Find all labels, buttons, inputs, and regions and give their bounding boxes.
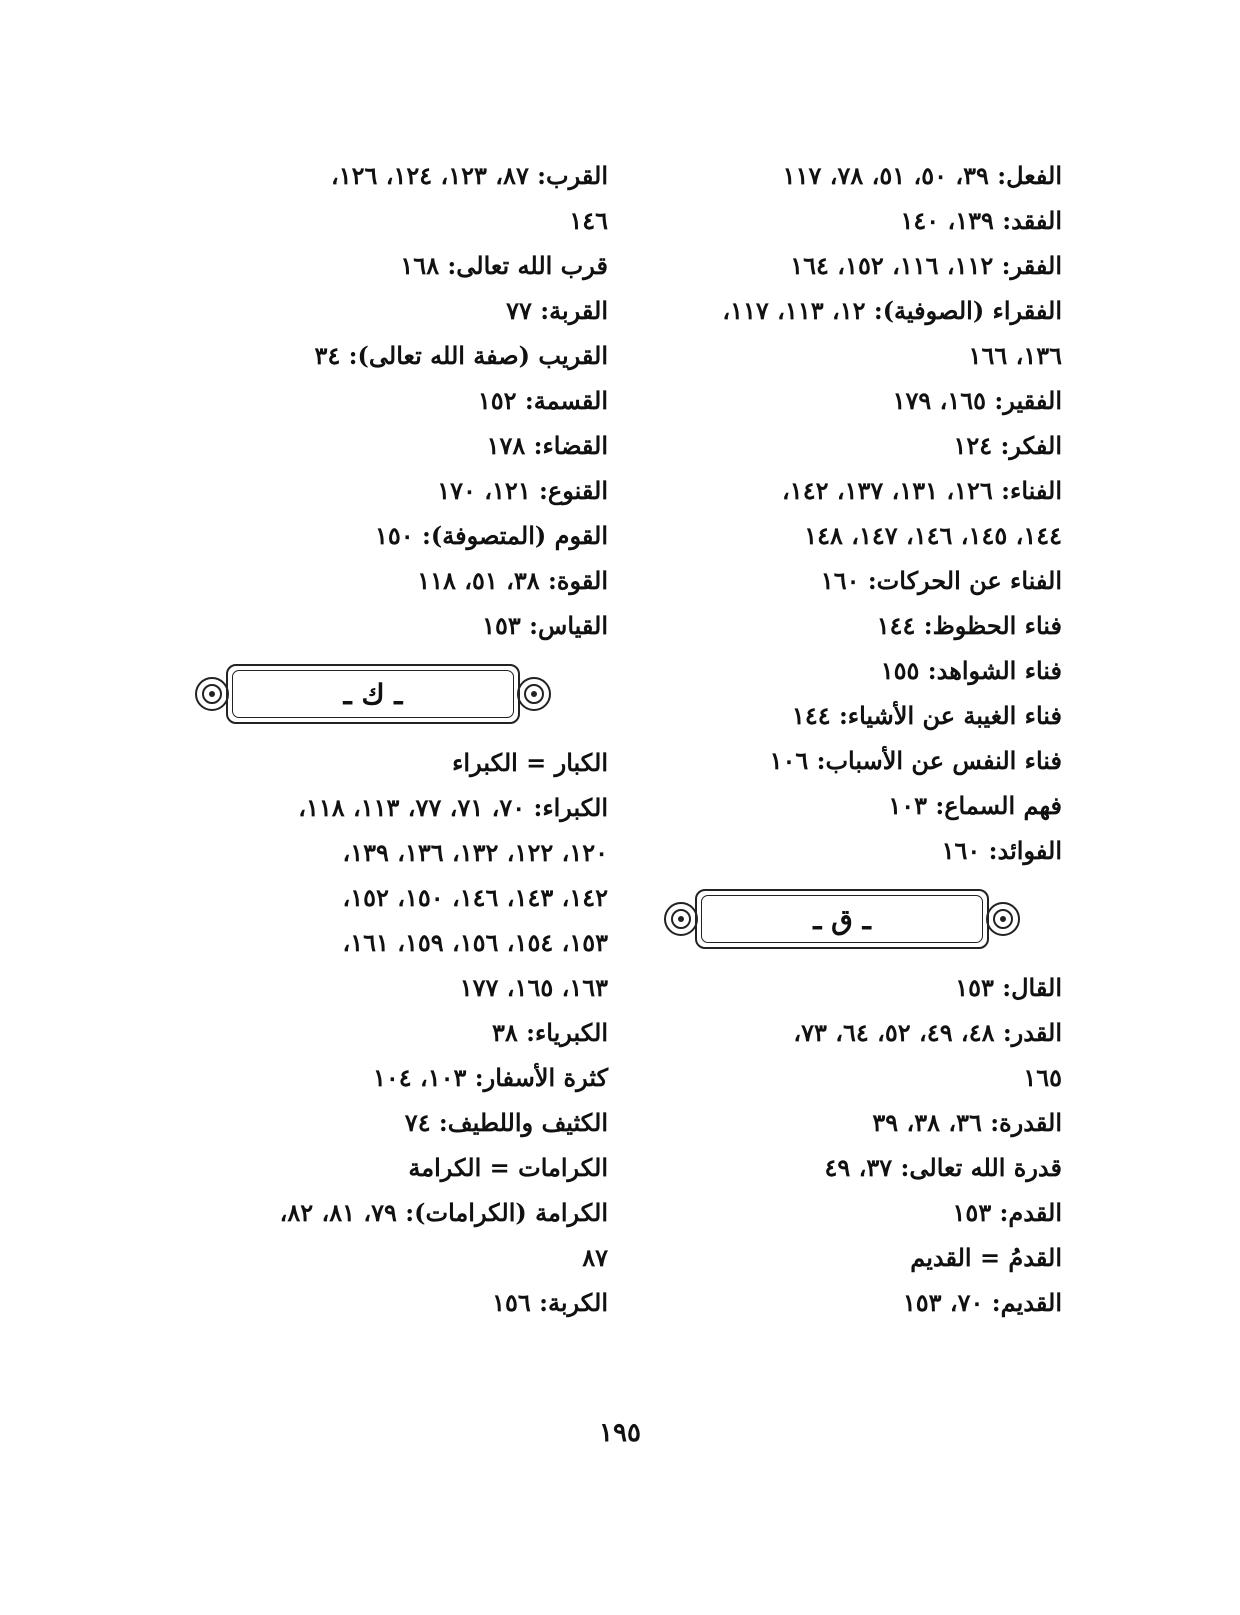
index-entry: القدم: ١٥٣ — [952, 1198, 1062, 1227]
ornament-icon — [983, 899, 1023, 939]
index-entry: القوم (المتصوفة): ١٥٠ — [375, 521, 608, 550]
section-header-qaf — [622, 873, 1062, 965]
index-entry: الكرامات = الكرامة — [408, 1153, 608, 1182]
index-entry: قرب الله تعالى: ١٦٨ — [400, 251, 608, 280]
index-entry: الكثيف واللطيف: ٧٤ — [404, 1108, 608, 1137]
index-entry: القوة: ٣٨، ٥١، ١١٨ — [417, 566, 608, 595]
index-entry: القدر: ٤٨، ٤٩، ٥٢، ٦٤، ٧٣، — [793, 1018, 1062, 1047]
index-entry: الفقراء (الصوفية): ١٢، ١١٣، ١١٧، — [722, 296, 1062, 325]
section-letter: ـ ق ـ — [813, 902, 871, 936]
index-entry: فناء الشواهد: ١٥٥ — [880, 656, 1062, 685]
index-entry: الفقير: ١٦٥، ١٧٩ — [892, 386, 1062, 415]
index-entries-qaf — [622, 965, 1062, 1325]
index-entry: ١٢٠، ١٢٢، ١٣٢، ١٣٦، ١٣٩، — [342, 838, 608, 867]
index-entry: فناء الحظوظ: ١٤٤ — [876, 611, 1062, 640]
ornament-icon — [514, 674, 554, 714]
index-entry: الكبرياء: ٣٨ — [492, 1018, 608, 1047]
ornament-icon — [192, 674, 232, 714]
index-entry: فناء النفس عن الأسباب: ١٠٦ — [769, 746, 1062, 775]
page-number: ١٩٥ — [599, 1418, 641, 1448]
index-entries-qaf-cont — [138, 153, 608, 648]
index-entry: القنوع: ١٢١، ١٧٠ — [437, 476, 608, 505]
index-entry: الفناء عن الحركات: ١٦٠ — [820, 566, 1062, 595]
index-entry: القرب: ٨٧، ١٢٣، ١٢٤، ١٢٦، — [330, 161, 608, 190]
index-entry: الفكر: ١٢٤ — [953, 431, 1062, 460]
index-entry: القريب (صفة الله تعالى): ٣٤ — [314, 341, 608, 370]
index-entries-fa — [622, 153, 1062, 873]
index-entry: الفعل: ٣٩، ٥٠، ٥١، ٧٨، ١١٧ — [782, 161, 1062, 190]
index-entry: كثرة الأسفار: ١٠٣، ١٠٤ — [372, 1063, 608, 1092]
index-entry: ١٦٥ — [1023, 1063, 1062, 1092]
index-entry: فناء الغيبة عن الأشياء: ١٤٤ — [791, 701, 1062, 730]
index-entry: القدرة: ٣٦، ٣٨، ٣٩ — [872, 1108, 1062, 1137]
index-column-right — [622, 153, 1062, 1325]
index-entry: القضاء: ١٧٨ — [486, 431, 608, 460]
index-entry: الكبار = الكبراء — [452, 748, 608, 777]
banner-frame — [695, 889, 989, 949]
index-entry: القسمة: ١٥٢ — [477, 386, 608, 415]
banner-frame — [226, 664, 520, 724]
index-entry: الفوائد: ١٦٠ — [941, 836, 1062, 865]
index-entry: قدرة الله تعالى: ٣٧، ٤٩ — [824, 1153, 1062, 1182]
index-entry: القياس: ١٥٣ — [482, 611, 608, 640]
index-entry: الكربة: ١٥٦ — [492, 1288, 608, 1317]
index-entry: القربة: ٧٧ — [506, 296, 608, 325]
index-entry: الكبراء: ٧٠، ٧١، ٧٧، ١١٣، ١١٨، — [298, 793, 608, 822]
index-entry: ٨٧ — [582, 1243, 608, 1272]
index-entry: الفقر: ١١٢، ١١٦، ١٥٢، ١٦٤ — [790, 251, 1062, 280]
index-entry: فهم السماع: ١٠٣ — [888, 791, 1062, 820]
index-entry: القال: ١٥٣ — [955, 973, 1062, 1002]
index-entry: الفقد: ١٣٩، ١٤٠ — [900, 206, 1062, 235]
index-entry: ١٣٦، ١٦٦ — [968, 341, 1062, 370]
index-entry: القديم: ٧٠، ١٥٣ — [902, 1288, 1062, 1317]
index-entry: ١٤٦ — [569, 206, 608, 235]
ornament-icon — [661, 899, 701, 939]
section-letter: ـ ك ـ — [343, 677, 403, 711]
index-entry: ١٦٣، ١٦٥، ١٧٧ — [459, 973, 608, 1002]
index-entry: ١٤٢، ١٤٣، ١٤٦، ١٥٠، ١٥٢، — [342, 883, 608, 912]
index-entries-kaf — [138, 740, 608, 1325]
index-entry: ١٤٤، ١٤٥، ١٤٦، ١٤٧، ١٤٨ — [804, 521, 1062, 550]
section-header-kaf — [138, 648, 608, 740]
index-entry: الكرامة (الكرامات): ٧٩، ٨١، ٨٢، — [279, 1198, 608, 1227]
index-entry: ١٥٣، ١٥٤، ١٥٦، ١٥٩، ١٦١، — [342, 928, 608, 957]
index-entry: الفناء: ١٢٦، ١٣١، ١٣٧، ١٤٢، — [782, 476, 1062, 505]
index-entry: القدمُ = القديم — [910, 1243, 1062, 1272]
index-column-left — [138, 153, 608, 1325]
